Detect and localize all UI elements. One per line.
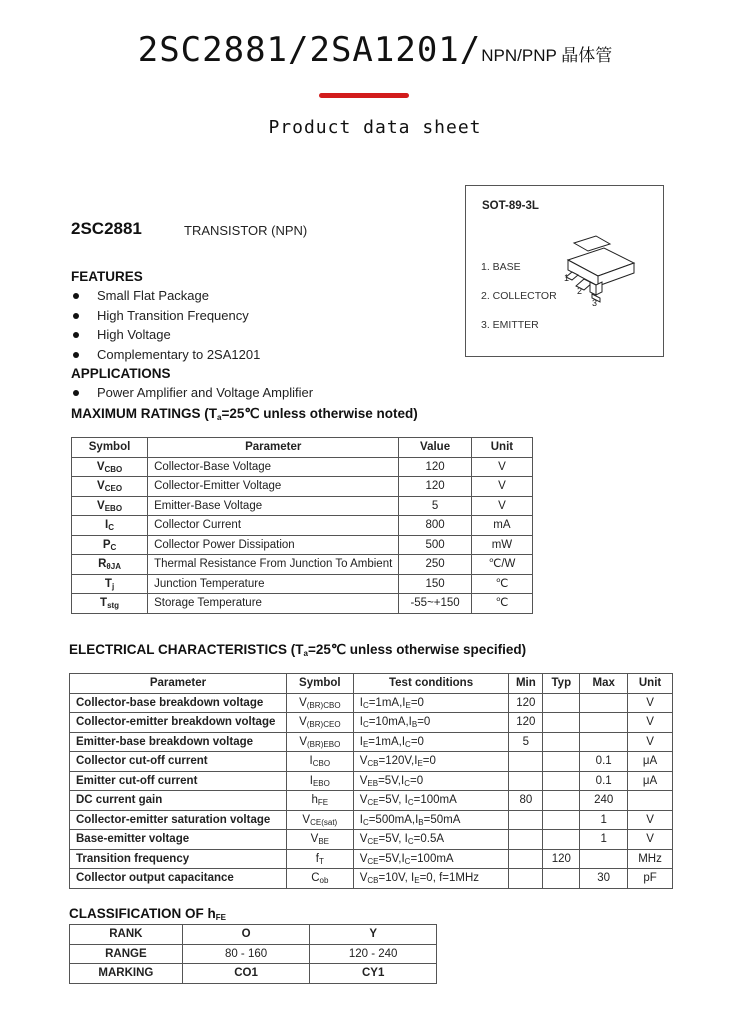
max-cell <box>580 849 628 869</box>
unit-cell <box>628 791 673 811</box>
package-name: SOT-89-3L <box>482 200 539 212</box>
rank-o-cell: O <box>182 925 310 945</box>
test-conditions-cell <box>353 771 509 791</box>
cond-sub: CE <box>367 798 379 807</box>
cond-symbol: I <box>359 696 363 709</box>
symbol-cell <box>72 496 148 516</box>
rank-y-cell: Y <box>310 925 437 945</box>
max-cell: 1 <box>580 830 628 850</box>
list-item: Small Flat Package <box>71 286 260 306</box>
classification-heading <box>69 906 226 921</box>
table-row <box>70 964 437 984</box>
rank-y-cell: CY1 <box>310 964 437 984</box>
cond-value: =50mA <box>423 813 461 826</box>
parameter-cell: Collector-base breakdown voltage <box>70 693 287 713</box>
parameter-cell: Collector output capacitance <box>70 869 287 889</box>
cond-symbol: I <box>404 794 408 806</box>
value-cell: 150 <box>399 574 472 594</box>
cond-value: =10V, <box>378 872 412 884</box>
unit-cell: ℃ <box>471 574 532 594</box>
list-item: High Voltage <box>71 325 260 345</box>
parameter-cell: Junction Temperature <box>148 574 399 594</box>
symbol-sub: θJA <box>106 562 121 571</box>
symbol-cell <box>72 555 148 575</box>
symbol-cell <box>286 713 353 733</box>
features-list <box>71 286 260 364</box>
cond-value: =1mA, <box>368 735 402 748</box>
cond-symbol: I <box>401 852 405 865</box>
unit-cell: V <box>628 810 673 830</box>
cond-symbol: I <box>359 813 363 826</box>
heading-text: ELECTRICAL CHARACTERISTICS (T <box>69 642 304 657</box>
min-cell <box>509 869 543 889</box>
symbol-sub: EBO <box>312 778 330 788</box>
symbol-sub: (BR)CEO <box>306 720 341 729</box>
column-header: Unit <box>471 438 532 458</box>
table-row <box>70 791 673 811</box>
cond-value: =100mA <box>410 852 454 865</box>
column-header: Test conditions <box>353 674 509 694</box>
parameter-cell: Base-emitter voltage <box>70 830 287 850</box>
classification-table <box>69 924 437 984</box>
symbol-sub: CE(sat) <box>310 817 338 827</box>
unit-cell: mA <box>471 516 532 536</box>
max-cell <box>580 693 628 713</box>
symbol-text: V <box>97 480 105 492</box>
column-header: Parameter <box>70 674 287 694</box>
unit-cell: V <box>628 732 673 752</box>
symbol-text: h <box>311 794 318 806</box>
symbol-cell <box>286 791 353 811</box>
max-cell <box>580 713 628 733</box>
parameter-cell: Emitter-base breakdown voltage <box>70 732 287 752</box>
heading-text: =25℃ unless otherwise specified) <box>307 642 527 657</box>
symbol-text: V <box>96 460 105 473</box>
cond-value: =5V, <box>378 794 405 806</box>
max-cell: 0.1 <box>580 771 628 791</box>
cond-sub: CE <box>367 856 379 866</box>
cond-sub: E <box>414 876 420 885</box>
cond-symbol: V <box>359 755 368 767</box>
column-header: Max <box>580 674 628 694</box>
table-row <box>72 555 533 575</box>
symbol-sub: FE <box>317 798 329 807</box>
column-header: Symbol <box>72 438 148 458</box>
cond-sub: E <box>405 700 411 710</box>
max-ratings-heading <box>71 406 418 422</box>
cond-symbol: V <box>359 794 368 806</box>
package-outline-icon <box>554 218 654 313</box>
symbol-text: T <box>104 577 112 590</box>
cond-value: =0, f=1MHz <box>419 872 480 884</box>
title-main: 2SC2881/2SA1201/ <box>137 30 482 70</box>
table-row <box>70 732 673 752</box>
symbol-text: R <box>98 558 107 570</box>
table-header-row <box>70 674 673 694</box>
cond-sub: CB <box>367 759 379 768</box>
symbol-cell <box>286 830 353 850</box>
table-row <box>72 516 533 536</box>
page-title <box>0 30 750 70</box>
cond-sub: C <box>362 720 369 729</box>
title-sub: NPN/PNP 晶体管 <box>481 46 613 65</box>
cond-value: =0 <box>410 696 424 709</box>
unit-cell: V <box>471 457 532 477</box>
cond-symbol: V <box>359 833 368 845</box>
parameter-cell: Collector-emitter breakdown voltage <box>70 713 287 733</box>
table-row <box>70 849 673 869</box>
test-conditions-cell <box>353 752 509 772</box>
value-cell: -55~+150 <box>399 594 472 614</box>
test-conditions-cell <box>353 830 509 850</box>
unit-cell: ℃/W <box>471 555 532 575</box>
symbol-sub: EBO <box>104 503 123 513</box>
cond-value: =0 <box>409 774 424 787</box>
heading-sub: FE <box>215 913 226 922</box>
table-row <box>70 830 673 850</box>
symbol-text: V <box>299 716 307 728</box>
cond-value: =1mA, <box>368 696 403 709</box>
cond-value: =120V, <box>378 755 415 767</box>
value-cell: 250 <box>399 555 472 575</box>
typ-cell <box>543 771 580 791</box>
heading-sub: a <box>303 649 308 658</box>
min-cell <box>509 752 543 772</box>
typ-cell <box>543 693 580 713</box>
table-row <box>72 535 533 555</box>
table-row <box>70 810 673 830</box>
typ-cell <box>543 830 580 850</box>
cond-sub: E <box>417 759 423 768</box>
cond-value: =0 <box>410 735 424 748</box>
min-cell <box>509 810 543 830</box>
cond-sub: C <box>404 856 411 866</box>
test-conditions-cell <box>353 849 509 869</box>
unit-cell: μA <box>628 771 673 791</box>
symbol-text: I <box>309 774 313 787</box>
cond-value: =0 <box>422 755 436 767</box>
min-cell: 80 <box>509 791 543 811</box>
symbol-text: I <box>309 755 313 767</box>
cond-sub: B <box>411 720 418 729</box>
test-conditions-cell <box>353 810 509 830</box>
symbol-sub: BE <box>318 837 329 846</box>
list-item: High Transition Frequency <box>71 306 260 326</box>
max-cell: 240 <box>580 791 628 811</box>
pin-number: 2 <box>577 286 583 296</box>
table-row <box>72 496 533 516</box>
cond-sub: C <box>407 837 414 846</box>
page-subtitle: Product data sheet <box>268 117 482 138</box>
unit-cell: MHz <box>628 849 673 869</box>
symbol-cell <box>286 849 353 869</box>
min-cell: 120 <box>509 713 543 733</box>
symbol-sub: (BR)CBO <box>306 700 341 710</box>
cond-sub: CB <box>367 876 379 885</box>
symbol-sub: CBO <box>312 759 331 768</box>
typ-cell <box>543 810 580 830</box>
typ-cell: 120 <box>543 849 580 869</box>
row-label-cell: RANGE <box>70 944 183 964</box>
min-cell <box>509 771 543 791</box>
table-row <box>72 574 533 594</box>
min-cell: 5 <box>509 732 543 752</box>
heading-text: MAXIMUM RATINGS (T <box>71 406 217 421</box>
cond-value: =500mA, <box>368 813 416 826</box>
symbol-text: V <box>302 813 311 826</box>
parameter-cell: Collector-Emitter Voltage <box>148 477 399 497</box>
symbol-cell <box>72 457 148 477</box>
symbol-cell <box>72 477 148 497</box>
min-cell <box>509 830 543 850</box>
test-conditions-cell <box>353 713 509 733</box>
cond-value: =0.5A <box>413 833 445 845</box>
pin-number: 1 <box>564 273 570 283</box>
parameter-cell: Collector Power Dissipation <box>148 535 399 555</box>
applications-heading: APPLICATIONS <box>71 366 171 381</box>
list-item: Power Amplifier and Voltage Amplifier <box>71 383 313 403</box>
pin-label: 1. BASE <box>481 261 521 273</box>
unit-cell: V <box>628 713 673 733</box>
symbol-text: V <box>299 735 307 748</box>
symbol-text: V <box>97 499 105 512</box>
list-item: Complementary to 2SA1201 <box>71 345 260 365</box>
unit-cell: V <box>471 477 532 497</box>
column-header: Unit <box>628 674 673 694</box>
table-row <box>70 713 673 733</box>
table-row <box>70 771 673 791</box>
table-row <box>72 457 533 477</box>
symbol-cell <box>286 810 353 830</box>
symbol-cell <box>286 869 353 889</box>
typ-cell <box>543 869 580 889</box>
pin-label: 2. COLLECTOR <box>481 290 557 302</box>
rank-o-cell: 80 - 160 <box>182 944 310 964</box>
table-row <box>70 693 673 713</box>
symbol-text: f <box>315 852 319 865</box>
typ-cell <box>543 752 580 772</box>
cond-symbol: V <box>359 872 368 884</box>
unit-cell: ℃ <box>471 594 532 614</box>
value-cell: 5 <box>399 496 472 516</box>
table-row <box>72 594 533 614</box>
cond-value: =5V, <box>378 774 401 787</box>
symbol-cell <box>286 771 353 791</box>
cond-sub: E <box>362 739 369 749</box>
cond-sub: EB <box>367 778 379 788</box>
cond-value: =5V, <box>378 852 402 865</box>
parameter-cell: Collector-emitter saturation voltage <box>70 810 287 830</box>
parameter-cell: Thermal Resistance From Junction To Ambient <box>148 555 399 575</box>
unit-cell: μA <box>628 752 673 772</box>
typ-cell <box>543 713 580 733</box>
symbol-sub: CBO <box>104 464 123 474</box>
symbol-text: V <box>299 696 307 709</box>
cond-symbol: I <box>404 833 408 845</box>
column-header: Parameter <box>148 438 399 458</box>
parameter-cell: Emitter-Base Voltage <box>148 496 399 516</box>
table-row <box>70 944 437 964</box>
cond-symbol: I <box>414 755 418 767</box>
rank-y-cell: 120 - 240 <box>310 944 437 964</box>
max-cell <box>580 732 628 752</box>
package-box <box>465 185 664 357</box>
test-conditions-cell <box>353 791 509 811</box>
max-cell: 1 <box>580 810 628 830</box>
table-row <box>70 869 673 889</box>
value-cell: 800 <box>399 516 472 536</box>
symbol-sub: C <box>108 523 115 532</box>
symbol-text: C <box>311 872 320 884</box>
table-row <box>70 925 437 945</box>
min-cell <box>509 849 543 869</box>
test-conditions-cell <box>353 693 509 713</box>
cond-symbol: I <box>402 696 406 709</box>
symbol-sub: ob <box>319 876 329 885</box>
symbol-sub: C <box>110 542 117 552</box>
min-cell: 120 <box>509 693 543 713</box>
value-cell: 120 <box>399 477 472 497</box>
parameter-cell: Emitter cut-off current <box>70 771 287 791</box>
cond-sub: C <box>405 739 411 749</box>
part-number: 2SC2881 <box>71 219 142 238</box>
unit-cell: V <box>471 496 532 516</box>
table-header-row <box>72 438 533 458</box>
typ-cell <box>543 791 580 811</box>
value-cell: 120 <box>399 457 472 477</box>
electrical-heading <box>69 642 526 658</box>
cond-symbol: V <box>359 774 368 787</box>
cond-sub: C <box>362 700 369 710</box>
max-ratings-table <box>71 437 533 614</box>
column-header: Min <box>509 674 543 694</box>
unit-cell: V <box>628 693 673 713</box>
symbol-cell <box>72 516 148 536</box>
pin-label: 3. EMITTER <box>481 319 539 331</box>
symbol-text: P <box>102 538 111 551</box>
parameter-cell: Storage Temperature <box>148 594 399 614</box>
symbol-cell <box>286 752 353 772</box>
symbol-sub: stg <box>107 601 120 610</box>
applications-list <box>71 383 313 403</box>
parameter-cell: Collector-Base Voltage <box>148 457 399 477</box>
typ-cell <box>543 732 580 752</box>
cond-symbol: I <box>411 872 415 884</box>
symbol-sub: (BR)EBO <box>306 739 341 749</box>
unit-cell: pF <box>628 869 673 889</box>
parameter-cell: Collector cut-off current <box>70 752 287 772</box>
row-label-cell: RANK <box>70 925 183 945</box>
cond-sub: C <box>362 817 369 827</box>
symbol-text: T <box>100 597 108 609</box>
test-conditions-cell <box>353 869 509 889</box>
unit-cell: V <box>628 830 673 850</box>
electrical-table <box>69 673 673 889</box>
cond-sub: CE <box>367 837 379 846</box>
pin-number: 3 <box>592 298 598 308</box>
cond-symbol: V <box>359 852 368 865</box>
symbol-sub: T <box>318 856 324 866</box>
symbol-text: I <box>105 519 109 531</box>
column-header: Symbol <box>286 674 353 694</box>
symbol-sub: CEO <box>104 484 123 493</box>
table-row <box>72 477 533 497</box>
symbol-cell <box>72 535 148 555</box>
unit-cell: mW <box>471 535 532 555</box>
symbol-text: V <box>310 833 319 845</box>
rank-o-cell: CO1 <box>182 964 310 984</box>
column-header: Value <box>399 438 472 458</box>
max-cell: 0.1 <box>580 752 628 772</box>
symbol-cell <box>72 594 148 614</box>
cond-symbol: I <box>359 716 363 728</box>
cond-value: =5V, <box>378 833 405 845</box>
cond-value: =100mA <box>413 794 457 806</box>
test-conditions-cell <box>353 732 509 752</box>
cond-value: =0 <box>417 716 431 728</box>
cond-symbol: I <box>359 735 363 748</box>
cond-symbol: I <box>401 735 406 748</box>
parameter-cell: DC current gain <box>70 791 287 811</box>
title-underline <box>319 93 409 98</box>
max-cell: 30 <box>580 869 628 889</box>
part-description: TRANSISTOR (NPN) <box>184 223 308 238</box>
cond-value: =10mA, <box>368 716 409 728</box>
cond-symbol: I <box>415 813 419 826</box>
parameter-cell: Collector Current <box>148 516 399 536</box>
row-label-cell: MARKING <box>70 964 183 984</box>
heading-text: =25℃ unless otherwise noted) <box>221 406 418 421</box>
cond-sub: B <box>418 817 424 827</box>
cond-sub: C <box>404 778 410 788</box>
symbol-sub: j <box>111 581 115 591</box>
value-cell: 500 <box>399 535 472 555</box>
heading-text: CLASSIFICATION OF h <box>69 906 216 921</box>
heading-sub: a <box>216 413 222 422</box>
symbol-cell <box>286 732 353 752</box>
cond-symbol: I <box>408 716 412 728</box>
symbol-cell <box>72 574 148 594</box>
column-header: Typ <box>543 674 580 694</box>
parameter-cell: Transition frequency <box>70 849 287 869</box>
cond-symbol: I <box>401 774 405 787</box>
symbol-cell <box>286 693 353 713</box>
cond-sub: C <box>407 798 414 807</box>
features-heading: FEATURES <box>71 269 143 284</box>
table-row <box>70 752 673 772</box>
